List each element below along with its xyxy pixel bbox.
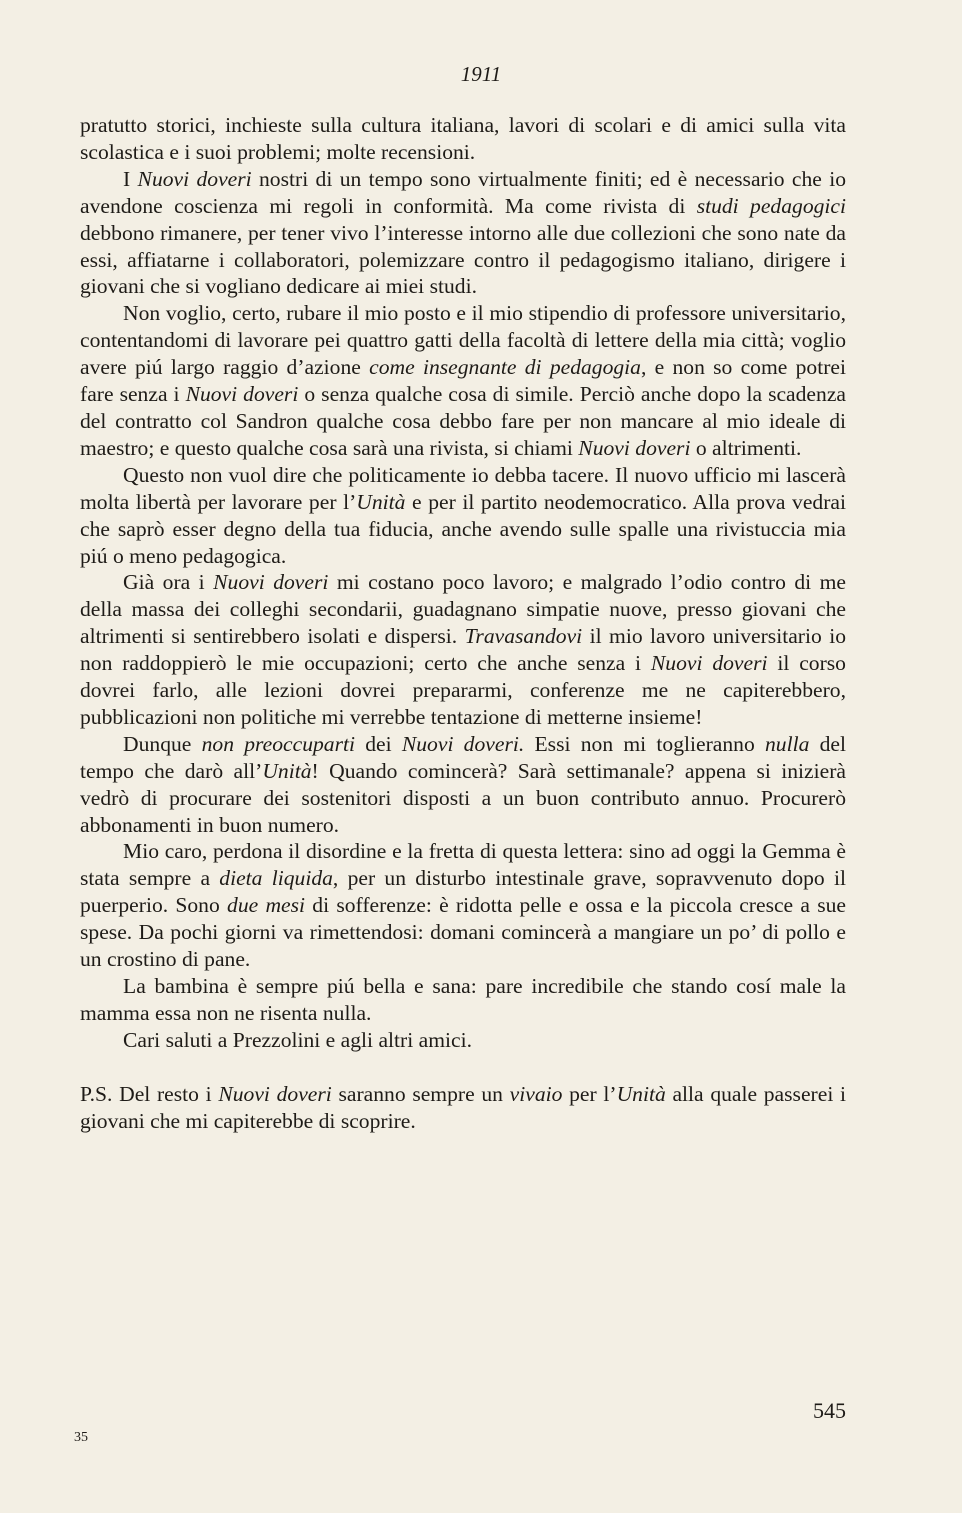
text-run: alla quale passerei i giovani che mi capiterebbe di scoprire. xyxy=(80,1081,847,1133)
text-run: nostri di un tempo sono virtualmente finiti; ed è necessario che io avendone coscienza mi regoli in conformità. Ma come rivista di xyxy=(80,166,846,218)
postscript-paragraph xyxy=(80,1081,846,1135)
body-paragraph xyxy=(80,300,846,461)
text-run: pratutto storici, inchieste sulla cultura italiana, lavori di scolari e di amici sulla vita scolastica e i suoi problemi; molte recensioni. xyxy=(80,113,846,164)
text-run: il mio lavoro universitario io non raddoppierò le mie occupazioni; certo che anche senza i xyxy=(80,624,846,676)
text-run: I xyxy=(123,166,138,191)
italic-run: Nuovi doveri xyxy=(213,570,329,595)
text-run: , per un disturbo intestinale grave, sopravvenuto dopo il puerperio. Sono xyxy=(80,866,846,918)
body-paragraph xyxy=(80,731,846,839)
italic-run: Nuovi doveri xyxy=(137,166,252,191)
italic-run: due mesi xyxy=(227,893,306,918)
text-run: , e non so come potrei fare senza i xyxy=(80,355,846,407)
text-run: Cari saluti a Prezzolini e agli altri amici. xyxy=(123,1027,472,1052)
text-run: o altrimenti. xyxy=(690,435,802,460)
italic-run: vivaio xyxy=(509,1081,563,1106)
text-run: saranno sempre un xyxy=(331,1081,510,1106)
signature-mark: 35 xyxy=(74,1430,88,1445)
text-run: La bambina è sempre piú bella e sana: pare incredibile che stando cosí male la mamma essa non ne risenta nulla. xyxy=(80,974,846,1025)
italic-run: Nuovi doveri xyxy=(578,435,691,460)
text-run: dei xyxy=(354,731,402,756)
italic-run: non preoccuparti xyxy=(201,731,355,756)
body-paragraph xyxy=(80,112,846,166)
letter-body xyxy=(80,112,846,1135)
text-run: mi costano poco lavoro; e malgrado l’odio contro di me della massa dei colleghi secondarii, guadagnano simpatie nuove, presso giovani che altrimenti si sentirebbero isolati e dispersi. xyxy=(80,570,846,649)
italic-run: come insegnante di pedagogia xyxy=(369,355,641,380)
body-paragraph xyxy=(80,1027,846,1054)
text-run: Dunque xyxy=(123,731,202,756)
italic-run: dieta liquida xyxy=(219,866,333,891)
body-paragraph xyxy=(80,569,846,730)
italic-run: Travasandovi xyxy=(464,624,583,649)
text-run: il corso dovrei farlo, alle lezioni dovrei prepararmi, conferenze me ne capiterebbero, pubblicazioni non politiche mi verrebbe tentazione di metterne insieme! xyxy=(80,651,846,729)
italic-run: Unità xyxy=(262,758,312,783)
body-paragraph xyxy=(80,973,846,1027)
page-number: 545 xyxy=(813,1398,846,1423)
body-paragraph xyxy=(80,838,846,973)
text-run: per l’ xyxy=(562,1081,617,1106)
text-run: e per il partito neodemocratico. Alla prova vedrai che saprò esser degno della tua fiducia, anche avendo sulle spalle una rivistuccia mia piú o meno pedagogica. xyxy=(80,489,846,568)
italic-run: studi pedagogici xyxy=(696,193,846,218)
text-run: Mio caro, perdona il disordine e la fretta di questa lettera: sino ad oggi la Gemma è stata sempre a xyxy=(80,839,846,891)
italic-run: nulla xyxy=(764,731,810,756)
italic-run: Unità xyxy=(356,489,406,514)
italic-run: Nuovi doveri xyxy=(218,1081,332,1106)
italic-run: Nuovi doveri. xyxy=(401,731,525,756)
text-run: del tempo che darò all’ xyxy=(80,731,846,783)
text-run: di sofferenze: è ridotta pelle e ossa e la piccola cresce a sue spese. Da pochi giorni va rimettendosi: domani comincerà a mangiare un po’ di pollo e un crostino di pane. xyxy=(80,893,846,972)
text-run: Questo non vuol dire che politicamente io debba tacere. Il nuovo ufficio mi lascerà molta libertà per lavorare per l’ xyxy=(80,462,846,514)
text-run: P.S. Del resto i xyxy=(80,1081,219,1106)
italic-run: Nuovi doveri xyxy=(650,651,768,676)
body-paragraph xyxy=(80,462,846,570)
text-run: debbono rimanere, per tener vivo l’interesse intorno alle due collezioni che sono nate da essi, affiatarne i collaboratori, polemizzare contro il pedagogismo italiano, dirigere i giovani che si vogliano dedicare ai miei studi. xyxy=(80,220,846,299)
body-paragraph xyxy=(80,166,846,301)
text-run: ! Quando comincerà? Sarà settimanale? appena si inizierà vedrò di procurare dei sostenitori disposti a un buon contributo annuo. Procurerò abbonamenti in buon numero. xyxy=(80,758,846,837)
text-run: Non voglio, certo, rubare il mio posto e il mio stipendio di professore universitario, contentandomi di lavorare pei quattro gatti della facoltà di lettere della mia città; voglio avere piú largo raggio d’azione xyxy=(80,301,846,380)
text-run: Già ora i xyxy=(123,570,214,595)
italic-run: Nuovi doveri xyxy=(185,382,299,407)
running-header: 1911 xyxy=(460,62,502,86)
italic-run: Unità xyxy=(616,1081,666,1106)
text-run: o senza qualche cosa di simile. Perciò anche dopo la scadenza del contratto col Sandron qualche cosa debbo fare per non mancare al mio ideale di maestro; e questo qualche cosa sarà una rivista, si chiami xyxy=(80,382,846,460)
text-run: Essi non mi toglieranno xyxy=(524,731,765,756)
